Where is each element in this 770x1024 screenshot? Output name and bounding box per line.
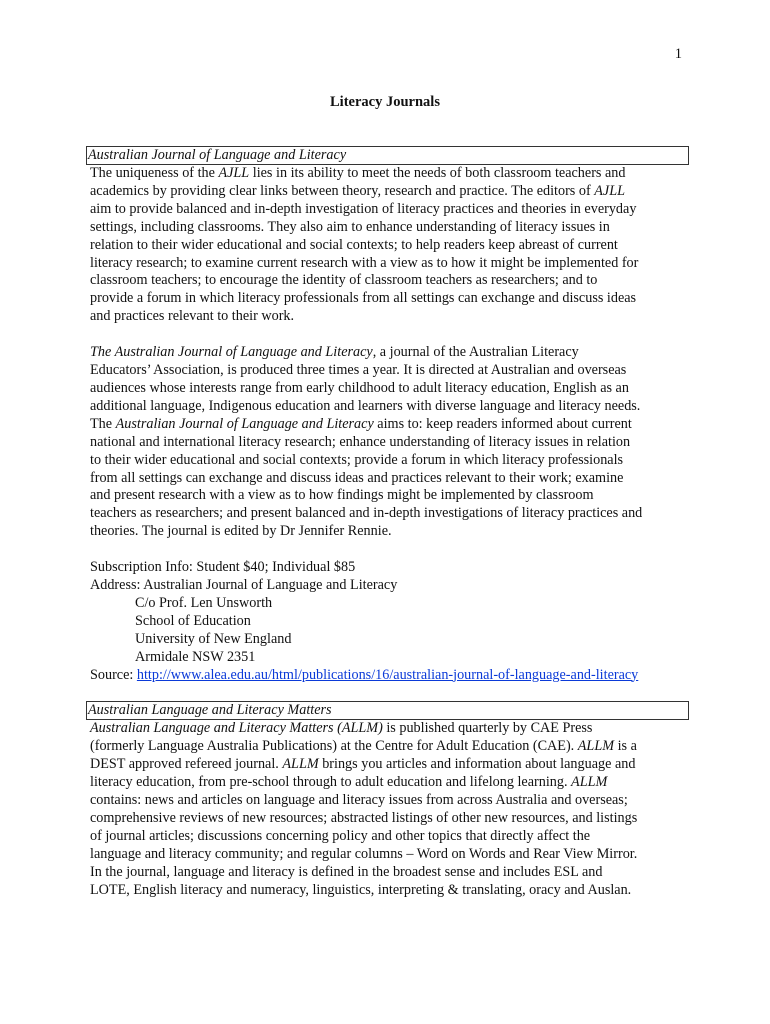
text-line: classroom teachers; to encourage the identity of classroom teachers as researchers; and to	[90, 272, 598, 289]
text-line: aim to provide balanced and in-depth investigation of literacy practices and theories in everyday	[90, 200, 637, 217]
text-line: literacy education, from pre-school through to adult education and lifelong learning. ALLM	[90, 774, 608, 791]
ajll-paragraph-2	[90, 344, 690, 541]
italic-title: Australian Journal of Language and Literacy	[115, 415, 374, 432]
source-link[interactable]: http://www.alea.edu.au/html/publications/16/australian-journal-of-language-and-literacy	[136, 666, 639, 683]
text-line: literacy research; to examine current research with a view as to how it might be implemented for	[90, 254, 639, 271]
text-line: teachers as researchers; and present balanced and in-depth investigations of literacy practices and	[90, 505, 643, 522]
text-line: from all settings can exchange and discuss ideas and practices relevant to their work; examine	[90, 469, 624, 486]
address-label: Address: Australian Journal of Language and Literacy	[90, 577, 398, 594]
text-line: additional language, Indigenous education and learners with diverse language and literacy needs.	[90, 397, 641, 414]
text-line: settings, including classrooms. They also aim to enhance understanding of literacy issues in	[90, 218, 610, 235]
page-title: Literacy Journals	[330, 94, 440, 110]
text-line: The uniqueness of the AJLL lies in its ability to meet the needs of both classroom teachers and	[90, 165, 626, 181]
allm-paragraph-1	[90, 720, 690, 899]
text-line: audiences whose interests range from early childhood to adult literacy education, English as an	[90, 379, 629, 396]
text-line: and practices relevant to their work.	[90, 308, 295, 325]
page-number: 1	[674, 46, 682, 62]
text-line: provide a forum in which literacy professionals from all settings can exchange and discuss ideas	[90, 290, 637, 307]
ajll-paragraph-1	[90, 165, 690, 326]
text-line: of journal articles; discussions concerning policy and other topics that directly affect the	[90, 827, 591, 844]
text-line: academics by providing clear links between theory, research and practice. The editors of AJLL	[90, 182, 625, 199]
section-heading-ajll: Australian Journal of Language and Literacy	[86, 146, 689, 165]
text-line: DEST approved refereed journal. ALLM brings you articles and information about language and	[90, 756, 636, 773]
text-line: Educators’ Association, is produced three times a year. It is directed at Australian and overseas	[90, 362, 627, 379]
subscription-info: Subscription Info: Student $40; Individual $85	[90, 559, 356, 576]
italic-title: ALLM	[577, 738, 615, 755]
text-line: (formerly Language Australia Publications) at the Centre for Adult Education (CAE). ALLM is a	[90, 738, 637, 755]
text-line: theories. The journal is edited by Dr Jennifer Rennie.	[90, 523, 392, 540]
text-line: In the journal, language and literacy is defined in the broadest sense and includes ESL and	[90, 863, 603, 880]
text-line: comprehensive reviews of new resources; abstracted listings of other new resources, and listings	[90, 810, 638, 826]
text-line: and present research with a view as to how findings might be implemented by classroom	[90, 487, 594, 504]
address-line: Armidale NSW 2351	[135, 648, 256, 665]
address-line: School of Education	[135, 612, 251, 629]
address-line: University of New England	[135, 630, 292, 647]
italic-title: AJLL	[594, 182, 625, 199]
text-line: The Australian Journal of Language and Literacy aims to: keep readers informed about current	[90, 415, 632, 432]
text-line: The Australian Journal of Language and Literacy, a journal of the Australian Literacy	[90, 344, 579, 361]
italic-title: ALLM	[571, 774, 608, 791]
address-line: C/o Prof. Len Unsworth	[135, 594, 273, 611]
document-body	[90, 146, 690, 900]
source-line	[90, 667, 690, 685]
text-line: Australian Language and Literacy Matters (ALLM) is published quarterly by CAE Press	[90, 720, 593, 737]
text-line: language and literacy community; and regular columns – Word on Words and Rear View Mirror.	[90, 845, 638, 862]
text-line: contains: news and articles on language and literacy issues from across Australia and overseas;	[90, 792, 628, 809]
italic-title: ALLM	[282, 756, 319, 773]
text-line: national and international literacy research; enhance understanding of literacy issues in relation	[90, 433, 631, 450]
source-label: Source:	[90, 666, 137, 683]
text-line: relation to their wider educational and social contexts; to help readers keep abreast of current	[90, 236, 618, 253]
italic-title: The Australian Journal of Language and Literacy	[90, 344, 373, 361]
text-line: to their wider educational and social contexts; provide a forum in which literacy professionals	[90, 451, 624, 468]
section-heading-allm: Australian Language and Literacy Matters	[86, 701, 689, 720]
text-line: LOTE, English literacy and numeracy, linguistics, interpreting & translating, oracy and Auslan.	[90, 881, 632, 898]
italic-title: Australian Language and Literacy Matters (ALLM)	[90, 720, 383, 737]
italic-title: AJLL	[218, 165, 250, 181]
